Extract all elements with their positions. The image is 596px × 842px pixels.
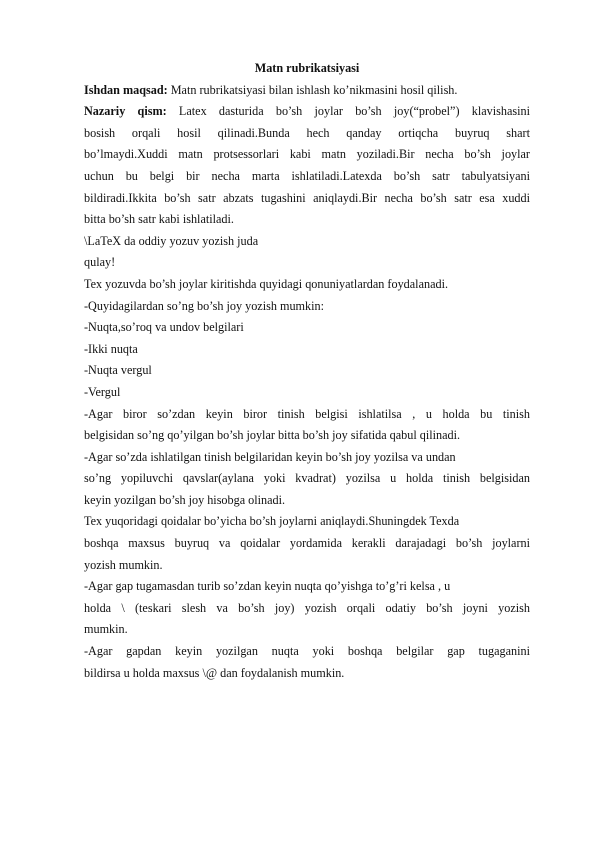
aim-paragraph [84,80,530,102]
theory-label: Nazariy qism: [84,104,167,119]
theory-line-4: uchun bu belgi bir necha marta ishlatiladi.Latexda bo’sh satr tabulyatsiyani [84,168,530,183]
list-item: -Vergul [84,384,121,399]
page-title: Matn rubrikatsiyasi [254,61,360,75]
rule3-line-3: mumkin. [84,622,128,637]
document-page [84,58,530,684]
para2-line-1: Tex yuqoridagi qoidalar bo’yicha bo’sh joylarni aniqlaydi.Shuningdek Texda [84,514,460,529]
aim-text: Matn rubrikatsiyasi bilan ishlash ko’nikmasini hosil qilish. [167,82,458,97]
list-item: -Nuqta,so’roq va undov belgilari [84,320,244,335]
rule3-line-1: -Agar gap tugamasdan turib so’zdan keyin nuqta qo’yishga to’g’ri kelsa , u [84,579,451,594]
theory-line-2: bosish orqali hosil qilinadi.Bunda hech qanday ortiqcha buyruq shart [84,125,530,140]
para2-line-2: boshqa maxsus buyruq va qoidalar yordamida kerakli darajadagi bo’sh joylarni [84,536,530,551]
rules-intro: Tex yozuvda bo’sh joylar kiritishda quyidagi qonuniyatlardan foydalanadi. [84,276,449,291]
theory-line-6: bitta bo’sh satr kabi ishlatiladi. [84,212,234,227]
theory-line-5: bildiradi.Ikkita bo’sh satr abzats tugashini aniqlaydi.Bir necha bo’sh satr esa xuddi [84,190,530,205]
rule1-line-1: -Agar biror so’zdan keyin biror tinish belgisi ishlatilsa , u holda bu tinish [84,406,530,421]
list-item: -Ikki nuqta [84,341,138,356]
rule3-line-2: holda \ (teskari slesh va bo’sh joy) yozish orqali odatiy bo’sh joyni yozish [84,600,530,615]
para2-line-3: yozish mumkin. [84,557,163,572]
rule2-line-3: keyin yozilgan bo’sh joy hisobga olinadi. [84,492,286,507]
theory-line-3: bo’lmaydi.Xuddi matn protsessorlari kabi matn yoziladi.Bir necha bo’sh joylar [84,147,530,162]
example-line-1: \LaTeX da oddiy yozuv yozish juda [84,233,259,248]
example-line-2: qulay! [84,255,116,270]
theory-line-1: Nazariy qism: Latex dasturida bo’sh joylar bo’sh joy(“probel”) klavishasini [84,104,530,119]
rule4-line-2: bildirsa u holda maxsus \@ dan foydalanish mumkin. [84,665,345,680]
rules-sub: -Quyidagilardan so’ng bo’sh joy yozish mumkin: [84,298,325,313]
rule2-line-1: -Agar so’zda ishlatilgan tinish belgilaridan keyin bo’sh joy yozilsa va undan [84,449,456,464]
rule2-line-2: so’ng yopiluvchi qavslar(aylana yoki kvadrat) yozilsa u holda tinish belgisidan [84,471,530,486]
rule4-line-1: -Agar gapdan keyin yozilgan nuqta yoki boshqa belgilar gap tugaganini [84,644,530,659]
rule1-line-2: belgisidan so’ng qo’yilgan bo’sh joylar bitta bo’sh joy sifatida qabul qilinadi. [84,428,461,443]
list-item: -Nuqta vergul [84,363,152,378]
aim-label: Ishdan maqsad: [84,82,168,97]
